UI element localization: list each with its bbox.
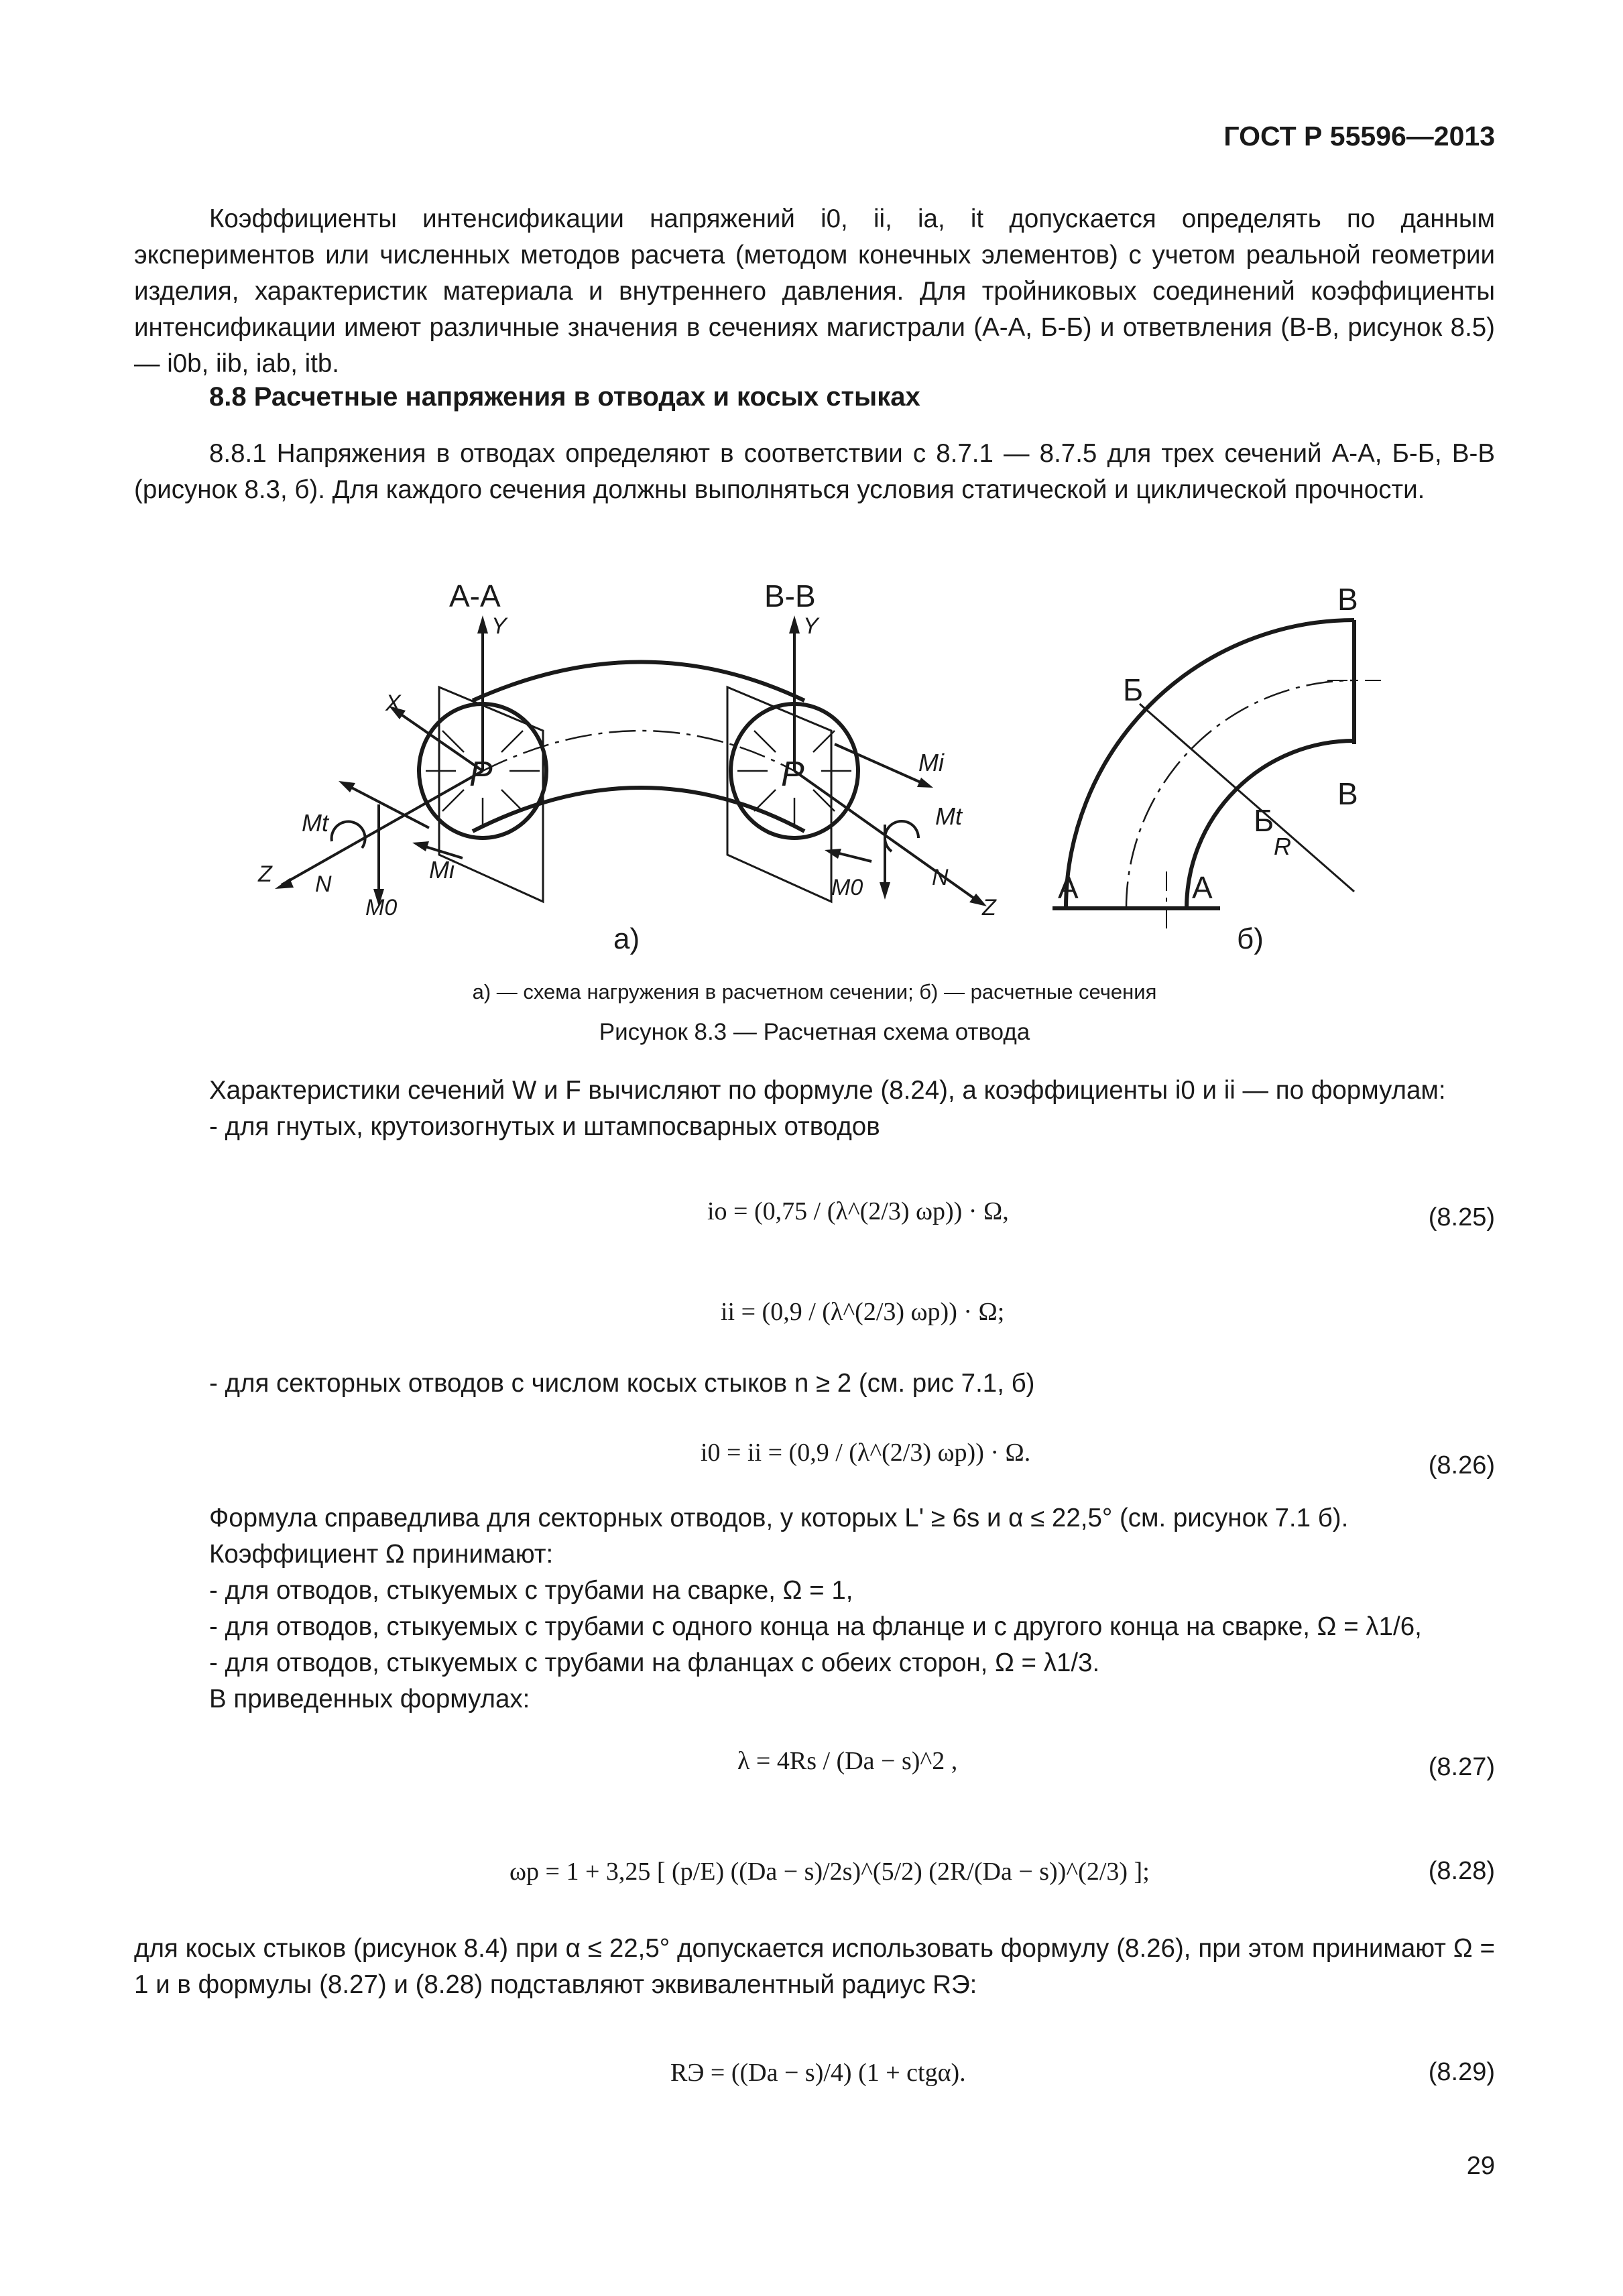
equation-8-29: RЭ = ((Da − s)/4) (1 + ctgα). bbox=[670, 2059, 966, 2087]
equation-number-8-27: (8.27) bbox=[1428, 1753, 1495, 1781]
label-n-right: N bbox=[932, 865, 949, 890]
equation-number-8-28: (8.28) bbox=[1428, 1857, 1495, 1885]
omega-case-1: - для отводов, стыкуемых с трубами на сварке, Ω = 1, bbox=[209, 1576, 853, 1605]
label-sec-v-bottom: В bbox=[1337, 776, 1358, 811]
formula-validity: Формула справедлива для секторных отводов, у которых L' ≥ 6s и α ≤ 22,5° (см. рисунок 7.1 б). bbox=[209, 1504, 1349, 1532]
label-sec-b-bottom: Б bbox=[1254, 803, 1274, 838]
figure-subcaption: а) — схема нагружения в расчетном сечении; б) — расчетные сечения bbox=[472, 980, 1157, 1004]
bullet-sector-bends: - для секторных отводов с числом косых стыков n ≥ 2 (см. рис 7.1, б) bbox=[209, 1369, 1035, 1398]
label-mt-left: Mt bbox=[302, 809, 328, 837]
omega-case-3: - для отводов, стыкуемых с трубами на фланцах с обеих сторон, Ω = λ1/3. bbox=[209, 1648, 1100, 1677]
figure-caption: Рисунок 8.3 — Расчетная схема отвода bbox=[599, 1019, 1030, 1045]
equation-8-25-a: io = (0,75 / (λ^(2/3) ωp)) · Ω, bbox=[707, 1197, 1009, 1225]
label-z-right: Z bbox=[982, 895, 996, 920]
label-section-aa: А-А bbox=[449, 579, 501, 613]
omega-case-2: - для отводов, стыкуемых с трубами с одного конца на фланце и с другого конца на сварке, Ω = λ1/6, bbox=[209, 1612, 1422, 1641]
label-m0-left: M0 bbox=[365, 895, 398, 920]
figure-8-3 bbox=[241, 556, 1408, 959]
label-p-left: P bbox=[469, 755, 493, 794]
label-y-right: Y bbox=[803, 613, 819, 639]
equation-number-8-29: (8.29) bbox=[1428, 2058, 1495, 2086]
characteristics-line: Характеристики сечений W и F вычисляют по формуле (8.24), а коэффициенты i0 и ii — по формулам: bbox=[209, 1076, 1446, 1105]
document-header: ГОСТ Р 55596—2013 bbox=[1223, 121, 1495, 152]
bullet-bent-bends: - для гнутых, крутоизогнутых и штампосварных отводов bbox=[209, 1112, 880, 1141]
omega-intro: Коэффициент Ω принимают: bbox=[209, 1540, 554, 1569]
equation-8-25-b: ii = (0,9 / (λ^(2/3) ωp)) · Ω; bbox=[721, 1298, 1005, 1326]
label-sec-a-right: А bbox=[1192, 870, 1213, 905]
section-title: 8.8 Расчетные напряжения в отводах и косых стыках bbox=[209, 382, 920, 412]
label-section-vv: В-В bbox=[764, 579, 816, 613]
label-a-mark: а) bbox=[613, 922, 640, 955]
equation-8-27: λ = 4Rs / (Da − s)^2 , bbox=[737, 1747, 958, 1775]
label-b-mark: б) bbox=[1237, 922, 1264, 955]
label-p-right: P bbox=[781, 755, 804, 794]
label-sec-v-top: В bbox=[1337, 582, 1358, 617]
label-mt-right: Mt bbox=[935, 802, 962, 830]
equation-number-8-26: (8.26) bbox=[1428, 1451, 1495, 1479]
intro-paragraph: Коэффициенты интенсификации напряжений i0, ii, ia, it допускается определять по данным экспериментов или численных методов расчета (методом конечных элементов) с учетом реальной геометрии изделия, характеристик материала и внутреннего давления. Для тройниковых соединений коэффициенты интенсификации имеют различные значения в сечениях магистрали (А-А, Б-Б) и ответвления (В-В, рисунок 8.5) — i0b, iib, iab, itb. bbox=[134, 204, 1495, 378]
page-number: 29 bbox=[1466, 2152, 1495, 2180]
label-r: R bbox=[1274, 833, 1291, 860]
label-y-left: Y bbox=[491, 613, 507, 639]
label-mi-left: Mi bbox=[429, 856, 455, 884]
label-m0-right: M0 bbox=[831, 875, 863, 900]
label-x: X bbox=[385, 690, 401, 716]
oblique-joints-paragraph: для косых стыков (рисунок 8.4) при α ≤ 22,5° допускается использовать формулу (8.26), при этом принимают Ω = 1 и в формулы (8.27) и (8.28) подставляют эквивалентный радиус RЭ: bbox=[134, 1934, 1495, 1999]
equation-8-26: i0 = ii = (0,9 / (λ^(2/3) ωp)) · Ω. bbox=[701, 1439, 1031, 1467]
label-sec-a-left: А bbox=[1058, 870, 1079, 905]
equation-number-8-25: (8.25) bbox=[1428, 1203, 1495, 1231]
in-formulas-label: В приведенных формулах: bbox=[209, 1685, 530, 1713]
label-n-left: N bbox=[315, 871, 332, 897]
label-sec-b-top: Б bbox=[1123, 672, 1144, 707]
label-mi-right: Mi bbox=[918, 749, 944, 776]
label-z-left: Z bbox=[258, 861, 272, 887]
equation-8-28: ωp = 1 + 3,25 [ (p/E) ((Da − s)/2s)^(5/2) (2R/(Da − s))^(2/3) ]; bbox=[509, 1858, 1150, 1886]
paragraph-8-8-1: 8.8.1 Напряжения в отводах определяют в соответствии с 8.7.1 — 8.7.5 для трех сечений А-А, Б-Б, В-В (рисунок 8.3, б). Для каждого сечения должны выполняться условия статической и циклической прочности. bbox=[134, 439, 1495, 504]
